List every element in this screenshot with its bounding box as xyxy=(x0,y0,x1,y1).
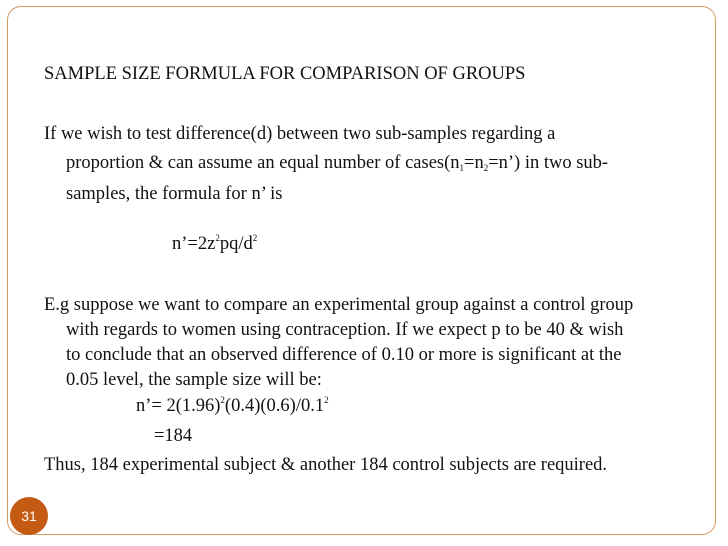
calc-pre: n’= 2(1.96) xyxy=(136,396,221,416)
para1-sub1: 1 xyxy=(459,163,465,173)
para1-sub2: 2 xyxy=(483,163,489,173)
calc-result: =184 xyxy=(154,426,193,446)
formula-sup1: 2 xyxy=(215,233,220,243)
para1-line2-pre: proportion & can assume an equal number of cases(n xyxy=(66,153,460,173)
para1-line3: samples, the formula for n’ is xyxy=(66,184,283,204)
formula-pre: n’=2z xyxy=(172,234,216,254)
para2-line4: 0.05 level, the sample size will be: xyxy=(66,370,322,390)
calc-sup1: 2 xyxy=(220,395,225,405)
calc-sup2: 2 xyxy=(324,395,329,405)
calc-mid: (0.4)(0.6)/0.1 xyxy=(224,396,325,416)
calc-line xyxy=(136,393,329,419)
formula-sup2: 2 xyxy=(252,233,258,243)
slide-number-badge: 31 xyxy=(10,497,48,535)
formula xyxy=(172,231,257,257)
para2-line3: to conclude that an observed difference of 0.10 or more is significant at the xyxy=(66,345,622,365)
formula-mid: pq/d xyxy=(219,234,253,254)
slide-title: SAMPLE SIZE FORMULA FOR COMPARISON OF GROUPS xyxy=(44,64,526,84)
para2-line2: with regards to women using contraception. If we expect p to be 40 & wish xyxy=(66,320,624,340)
para1-line2 xyxy=(66,150,608,176)
para1-line1: If we wish to test difference(d) between two sub-samples regarding a xyxy=(44,124,556,144)
para2-line1: E.g suppose we want to compare an experimental group against a control group xyxy=(44,295,634,315)
para1-line2-post: =n’) in two sub- xyxy=(488,153,609,173)
conclusion: Thus, 184 experimental subject & another 184 control subjects are required. xyxy=(44,455,608,475)
para1-line2-mid: =n xyxy=(464,153,484,173)
